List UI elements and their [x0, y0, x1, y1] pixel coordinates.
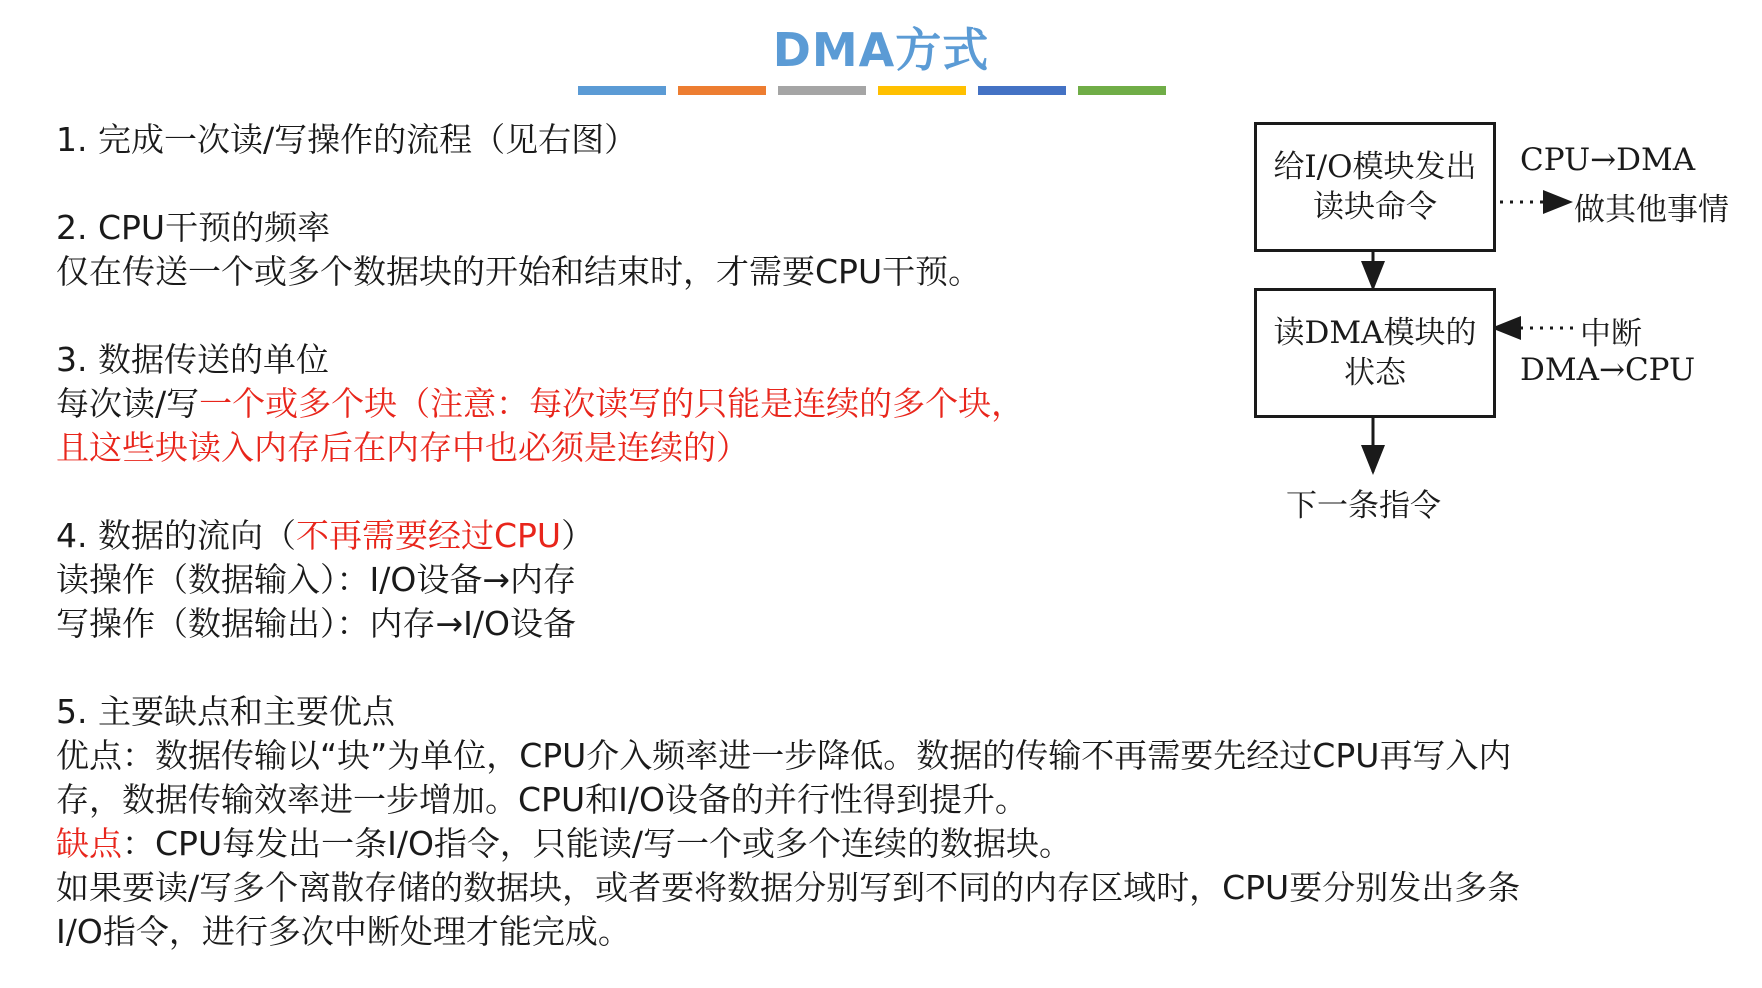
section-4-heading-prefix: 4. 数据的流向（	[56, 516, 296, 555]
label-next-instruction: 下一条指令	[1286, 488, 1441, 524]
label-cpu-to-dma: CPU→DMA	[1520, 142, 1696, 178]
underline-bar	[878, 86, 966, 95]
box1-line2: 读块命令	[1313, 189, 1437, 225]
section-1-heading: 1. 完成一次读/写操作的流程（见右图）	[56, 120, 638, 159]
underline-bar	[1078, 86, 1166, 95]
section-4-heading-suffix: ）	[561, 516, 595, 555]
section-3-note: 一个或多个块（注意：每次读写的只能是连续的多个块，	[199, 384, 1025, 423]
label-dma-to-cpu: DMA→CPU	[1520, 352, 1696, 388]
section-5-disadvantages-cont: 如果要读/写多个离散存储的数据块，或者要将数据分别写到不同的内存区域时，CPU要分别发出多条	[56, 868, 1521, 907]
section-4-read: 读操作（数据输入）：I/O设备→内存	[56, 560, 576, 599]
title-underline-bars	[578, 86, 1166, 95]
section-5-disadvantages-end: I/O指令，进行多次中断处理才能完成。	[56, 912, 631, 951]
slide-title: DMA方式	[772, 23, 990, 77]
box2-line2: 状态	[1344, 355, 1406, 391]
section-5-disadvantages	[56, 822, 1696, 866]
underline-bar	[678, 86, 766, 95]
label-interrupt: 中断	[1580, 316, 1642, 352]
box1-line1: 给I/O模块发出	[1273, 149, 1477, 185]
box2-line1: 读DMA模块的	[1273, 315, 1477, 351]
section-3-note-cont: 且这些块读入内存后在内存中也必须是连续的）	[56, 428, 749, 467]
underline-bar	[778, 86, 866, 95]
label-do-other-work: 做其他事情	[1574, 192, 1729, 228]
box-issue-read-command	[1254, 122, 1496, 252]
section-5-heading: 5. 主要缺点和主要优点	[56, 692, 395, 731]
underline-bar	[978, 86, 1066, 95]
section-3-prefix: 每次读/写	[56, 384, 200, 423]
section-5-advantages-cont: 存，数据传输效率进一步增加。CPU和I/O设备的并行性得到提升。	[56, 780, 1028, 819]
section-5-advantages: 优点：数据传输以“块”为单位，CPU介入频率进一步降低。数据的传输不再需要先经过CPU再写入内	[56, 736, 1512, 775]
underline-bar	[578, 86, 666, 95]
disadvantage-label: 缺点	[56, 824, 122, 863]
section-2-heading: 2. CPU干预的频率	[56, 208, 331, 247]
section-2-text: 仅在传送一个或多个数据块的开始和结束时，才需要CPU干预。	[56, 252, 982, 291]
dma-flow-diagram	[1240, 120, 1760, 600]
box-read-dma-status	[1254, 288, 1496, 418]
section-3-heading: 3. 数据传送的单位	[56, 340, 329, 379]
section-4-heading-highlight: 不再需要经过CPU	[295, 516, 562, 555]
disadvantage-text: ：CPU每发出一条I/O指令，只能读/写一个或多个连续的数据块。	[122, 824, 1073, 863]
section-4-write: 写操作（数据输出）：内存→I/O设备	[56, 604, 576, 643]
